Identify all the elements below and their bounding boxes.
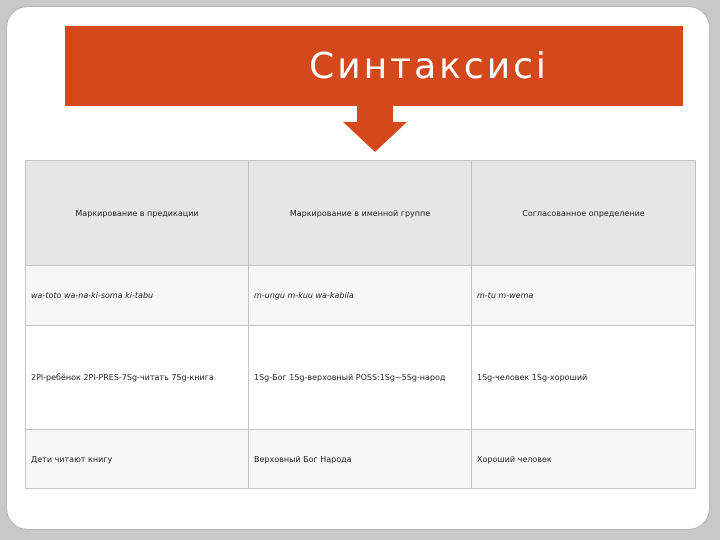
table-cell: 1Sg-Бог 1Sg-верховный POSS:1Sg~5Sg-народ [249, 326, 472, 430]
down-arrow-icon [343, 106, 407, 152]
table-cell: m-ungu m-kuu wa-kabila [249, 266, 472, 326]
table-row [26, 430, 696, 489]
data-table [25, 160, 696, 489]
table-row [26, 266, 696, 326]
table-cell: 2Pl-ребёнок 2Pl-PRES-7Sg-читать 7Sg-книга [26, 326, 249, 430]
table-cell: Дети читают книгу [26, 430, 249, 489]
table-row [26, 326, 696, 430]
table-cell: wa-toto wa-na-ki-soma ki-tabu [26, 266, 249, 326]
title-banner [65, 26, 683, 106]
table-cell: 1Sg-человек 1Sg-хороший [472, 326, 696, 430]
slide-title: Синтаксисі [309, 45, 549, 87]
table-cell: Верховный Бог Народа [249, 430, 472, 489]
column-header: Маркирование в предикации [26, 161, 249, 266]
table-cell: m-tu m-wema [472, 266, 696, 326]
table-cell: Хороший человек [472, 430, 696, 489]
table-header-row [26, 161, 696, 266]
column-header: Маркирование в именной группе [249, 161, 472, 266]
column-header: Согласованное определение [472, 161, 696, 266]
